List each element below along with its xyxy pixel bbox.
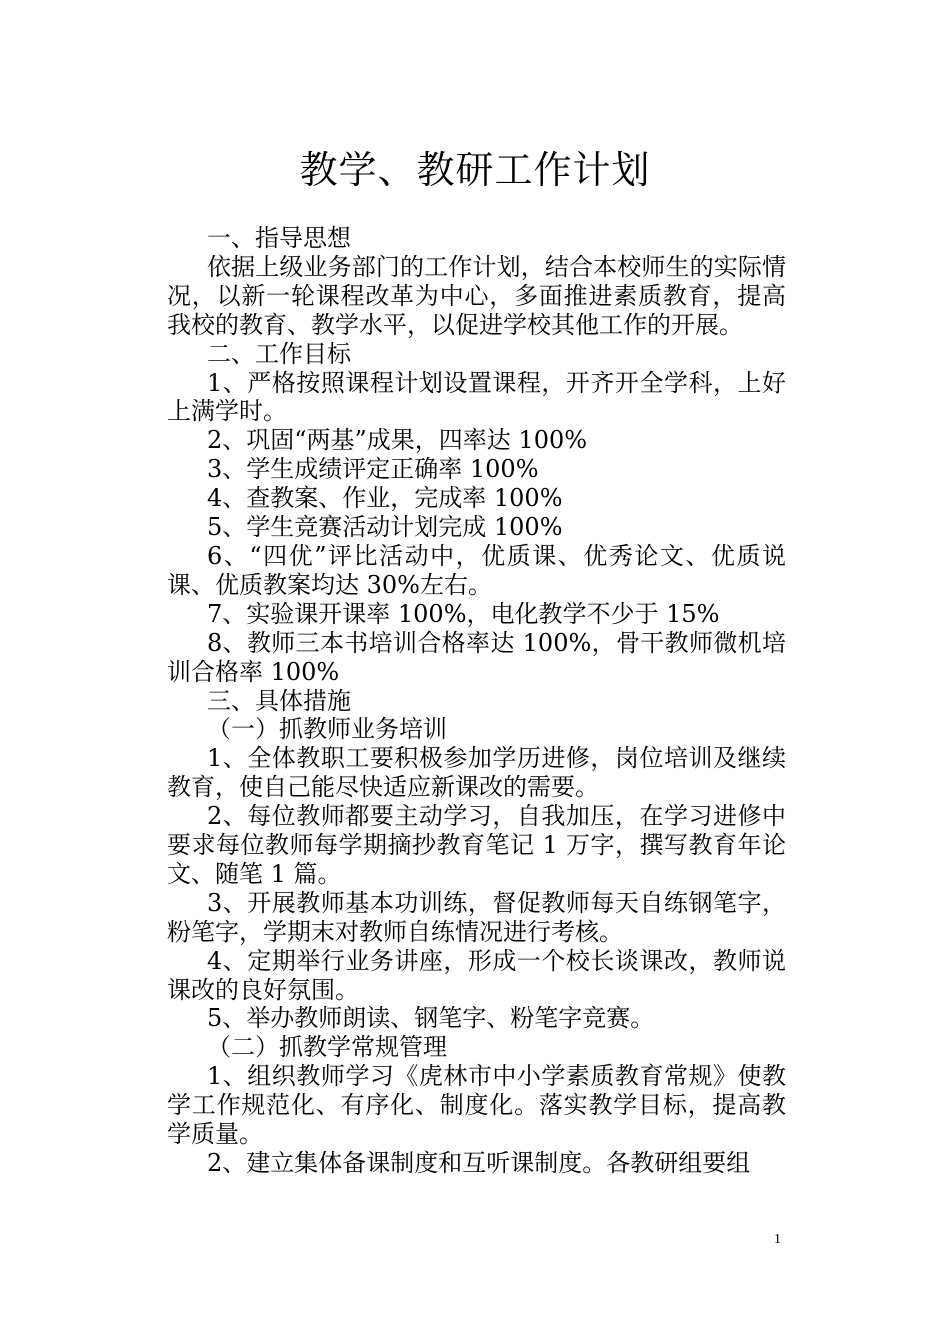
- list-item: 8、教师三本书培训合格率达 100%，骨干教师微机培训合格率 100%: [167, 628, 786, 686]
- paragraph: 依据上级业务部门的工作计划，结合本校师生的实际情况，以新一轮课程改革为中心，多面推进素质教育，提高我校的教育、教学水平，以促进学校其他工作的开展。: [167, 252, 786, 339]
- subheading-teacher-training: （一）抓教师业务培训: [207, 715, 447, 744]
- list-item: 5、举办教师朗读、钢笔字、粉笔字竞赛。: [207, 1004, 655, 1033]
- list-item: 3、学生成绩评定正确率 100%: [207, 455, 539, 484]
- heading-guiding-ideology: 一、指导思想: [207, 224, 351, 252]
- page-number: 1: [774, 1232, 781, 1247]
- heading-measures: 三、具体措施: [207, 686, 351, 715]
- list-item: 2、建立集体备课制度和互听课制度。各教研组要组: [207, 1149, 751, 1177]
- document-title: 教学、教研工作计划: [299, 148, 651, 192]
- list-item: 5、学生竞赛活动计划完成 100%: [207, 513, 563, 542]
- list-item: 4、查教案、作业，完成率 100%: [207, 484, 563, 513]
- subheading-teaching-routine: （二）抓教学常规管理: [207, 1033, 447, 1062]
- document-body: [167, 224, 786, 1178]
- list-item: 4、定期举行业务讲座，形成一个校长谈课改，教师说课改的良好氛围。: [167, 946, 786, 1004]
- list-item: 2、每位教师都要主动学习，自我加压，在学习进修中要求每位教师每学期摘抄教育笔记 1 万字，撰写教育年论文、随笔 1 篇。: [167, 802, 786, 888]
- list-item: 2、巩固“两基”成果，四率达 100%: [207, 426, 588, 455]
- list-item: 6、“四优”评比活动中，优质课、优秀论文、优质说课、优质教案均达 30%左右。: [167, 541, 786, 599]
- list-item: 3、开展教师基本功训练，督促教师每天自练钢笔字，粉笔字，学期末对教师自练情况进行考核。: [167, 888, 786, 946]
- heading-work-goals: 二、工作目标: [207, 339, 351, 368]
- list-item: 1、组织教师学习《虎林市中小学素质教育常规》使教学工作规范化、有序化、制度化。落实教学目标，提高教学质量。: [167, 1062, 786, 1149]
- list-item: 1、严格按照课程计划设置课程，开齐开全学科，上好上满学时。: [167, 368, 786, 426]
- list-item: 1、全体教职工要积极参加学历进修，岗位培训及继续教育，使自己能尽快适应新课改的需要。: [167, 744, 786, 802]
- list-item: 7、实验课开课率 100%，电化教学不少于 15%: [207, 599, 720, 628]
